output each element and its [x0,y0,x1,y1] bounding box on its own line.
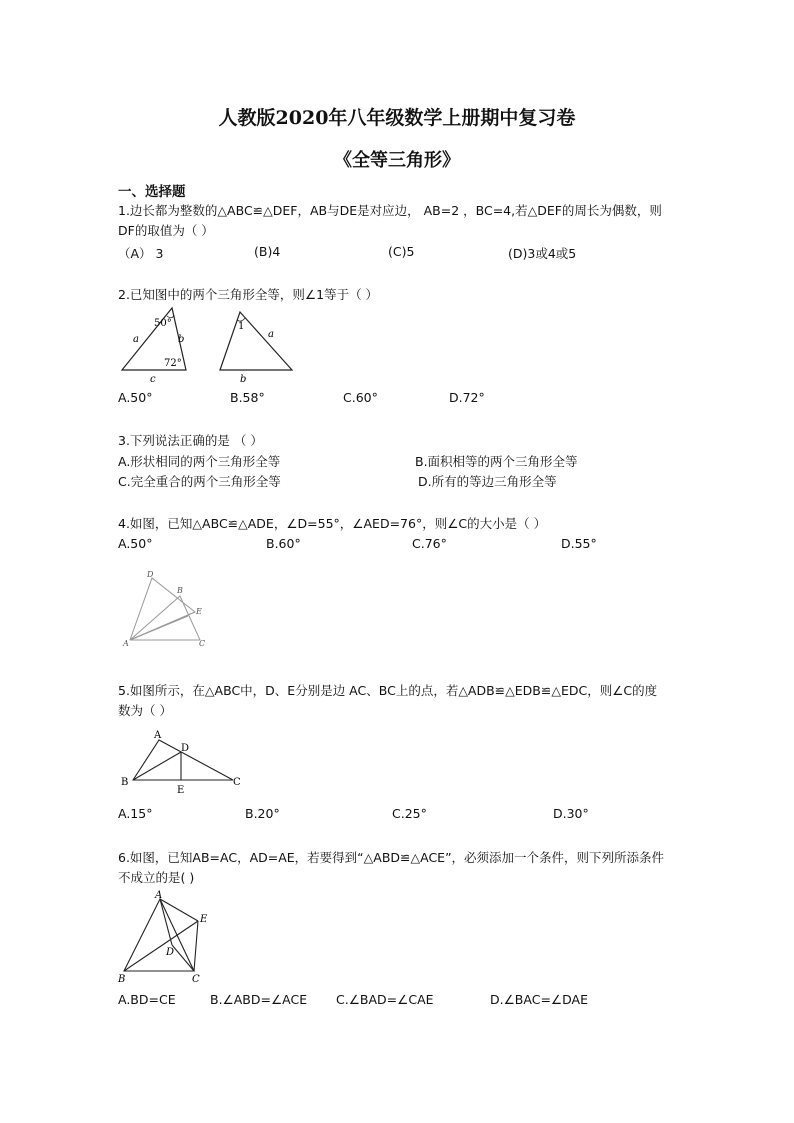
q2-t2-side-right: a [268,329,274,340]
q1-option-a: （A） 3 [118,246,164,261]
q2-t1-side-bottom: c [150,374,156,385]
q4-option-a: A.50° [118,536,153,551]
q4-label-d: D [147,570,154,579]
q5-figure [115,727,245,797]
q4-stem: 4.如图，已知△ABC≌△ADE，∠D=55°，∠AED=76°，则∠C的大小是（ ） [118,516,547,531]
q6-segment-ec [194,921,198,971]
q2-option-c: C.60° [343,390,378,405]
q3-stem: 3.下列说法正确的是 （ ） [118,433,263,448]
q6-option-a: A.BD=CE [118,992,176,1007]
q6-option-d: D.∠BAC=∠DAE [490,992,588,1007]
q6-label-c: C [192,974,200,985]
q3-option-b: B.面积相等的两个三角形全等 [415,454,578,469]
q1-stem-line-2: DF的取值为（ ） [118,223,214,238]
q5-label-b: B [121,777,129,788]
q6-option-b: B.∠ABD=∠ACE [210,992,308,1007]
q2-t2-angle-top: 1 [238,321,245,332]
page-title: 人教版2020年八年级数学上册期中复习卷 [218,107,576,129]
q5-option-b: B.20° [245,806,280,821]
q4-triangle-abc [130,596,200,640]
q3-option-d: D.所有的等边三角形全等 [418,474,557,489]
q2-t1-side-left: a [133,334,139,345]
q5-label-c: C [233,777,241,788]
q4-option-b: B.60° [266,536,301,551]
q6-stem-line-1: 6.如图，已知AB=AC，AD=AE，若要得到“△ABD≌△ACE”，必须添加一个条件，则下列所添条件 [118,850,665,865]
q4-label-c: C [199,639,206,648]
q6-label-a: A [155,890,163,901]
page-subtitle: 《全等三角形》 [334,150,460,171]
q5-label-a: A [154,730,162,741]
q5-label-e: E [177,785,185,796]
q6-label-b: B [118,974,126,985]
q5-segment-bd [133,752,181,780]
q4-triangle-ade [130,578,195,640]
q4-option-d: D.55° [561,536,597,551]
q5-stem-line-1: 5.如图所示，在△ABC中，D、E分别是边 AC、BC上的点，若△ADB≌△EDB≌△EDC，则∠C的度 [118,683,658,698]
q2-t1-angle-top: 50° [154,318,172,329]
q4-figure [120,566,220,650]
q5-option-a: A.15° [118,806,153,821]
q2-option-a: A.50° [118,390,153,405]
q4-option-c: C.76° [412,536,447,551]
q1-option-c: (C)5 [388,244,415,259]
q2-stem: 2.已知图中的两个三角形全等，则∠1等于（ ） [118,287,379,302]
q6-label-e: E [200,914,208,925]
q3-option-c: C.完全重合的两个三角形全等 [118,474,281,489]
q6-figure [114,889,214,985]
q6-stem-line-2: 不成立的是( ) [118,870,195,885]
q4-label-a: A [123,639,129,648]
q2-t2-side-bottom: b [240,374,247,385]
q2-t1-side-right: b [178,334,185,345]
q2-option-d: D.72° [449,390,485,405]
q3-option-a: A.形状相同的两个三角形全等 [118,454,281,469]
q6-segment-be [124,921,198,971]
q4-label-b: B [177,586,183,595]
q6-triangle-abc [124,899,194,971]
section-heading: 一、选择题 [118,184,186,200]
q6-label-d: D [166,947,175,958]
q2-figure [112,304,302,386]
q4-segment-inner [130,616,188,640]
q1-option-b: (B)4 [254,244,281,259]
q5-option-c: C.25° [392,806,427,821]
q4-label-e: E [196,607,202,616]
q1-option-d: (D)3或4或5 [508,246,577,261]
q5-label-d: D [181,743,190,754]
q6-option-c: C.∠BAD=∠CAE [336,992,434,1007]
q1-stem-line-1: 1.边长都为整数的△ABC≌△DEF，AB与DE是对应边， AB=2 ，BC=4,若△DEF的周长为偶数，则 [118,203,662,218]
q2-triangle-2 [220,312,292,370]
q5-option-d: D.30° [553,806,589,821]
q2-t1-angle-right: 72° [164,358,182,369]
q5-stem-line-2: 数为（ ） [118,703,172,718]
q2-option-b: B.58° [230,390,265,405]
q6-segment-ad [160,899,172,945]
